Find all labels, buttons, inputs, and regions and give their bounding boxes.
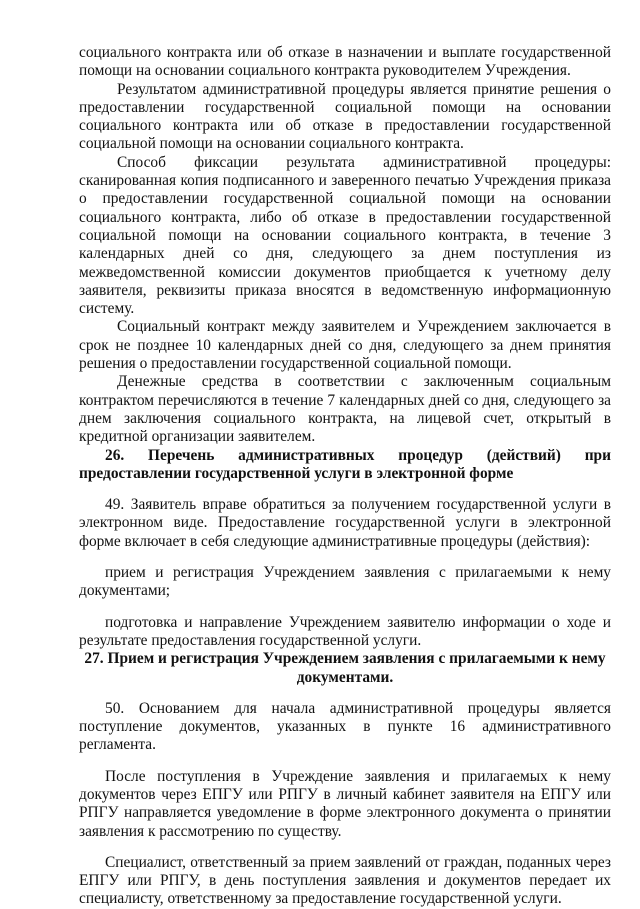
section-heading-27: 27. Прием и регистрация Учреждением заявления с прилагаемыми к нему документами. (84, 650, 606, 686)
paragraph-specialist-transfer: Специалист, ответственный за прием заявлений от граждан, поданных через ЕПГУ или РПГУ, в день поступления заявления и документов передает их специалисту, ответственному за предоставление государственной услуги. (79, 853, 611, 908)
paragraph-funds-transfer: Денежные средства в соответствии с заключенным социальным контрактом перечисляются в течение 7 календарных дней со дня, следующего за днем заключения социального контракта, на лицевой счет, открытый в кредитной организации заявителем. (79, 373, 611, 446)
paragraph-contract-decision: социального контракта или об отказе в назначении и выплате государственной помощи на основании социального контракта руководителем Учреждения. (79, 44, 611, 80)
paragraph-procedure-result: Результатом административной процедуры является принятие решения о предоставлении государственной социальной помощи на основании социального контракта или об отказе в предоставлении государственной социальной помощи на основании социального контракта. (79, 80, 611, 153)
paragraph-49: 49. Заявитель вправе обратиться за получением государственной услуги в электронном виде. Предоставление государственной услуги в электронной форме включает в себя следующие административные процедуры (действия): (79, 496, 611, 550)
paragraph-notification-sent: После поступления в Учреждение заявления и прилагаемых к нему документов через ЕПГУ или РПГУ в личный кабинет заявителя на ЕПГУ или РПГУ направляется уведомление в форме электронного документа о принятии заявления к рассмотрению по существу. (79, 767, 611, 840)
list-item-reception: прием и регистрация Учреждением заявления с прилагаемыми к нему документами; (79, 564, 611, 600)
section-heading-26: 26. Перечень административных процедур (действий) при предоставлении государственной услуги в электронной форме (79, 446, 611, 482)
paragraph-result-recording: Способ фиксации результата административной процедуры: сканированная копия подписанного и заверенного печатью Учреждения приказа о предоставлении государственной социальной помощи на основании социального контракта, либо об отказе в предоставлении государственной социальной помощи на основании социального контракта, в течение 3 календарных дней со дня, следующего за днем поступления из межведомственной комиссии документов приобщается к учетному делу заявителя, реквизиты приказа вносятся в ведомственную информационную систему. (79, 153, 611, 318)
list-item-notification: подготовка и направление Учреждением заявителю информации о ходе и результате предоставления государственной услуги. (79, 613, 611, 649)
document-page (79, 44, 611, 909)
paragraph-50: 50. Основанием для начала административной процедуры является поступление документов, указанных в пункте 16 административного регламента. (79, 699, 611, 754)
paragraph-contract-term: Социальный контракт между заявителем и Учреждением заключается в срок не позднее 10 календарных дней со дня, следующего за днем принятия решения о предоставлении государственной социальной помощи. (79, 318, 611, 373)
